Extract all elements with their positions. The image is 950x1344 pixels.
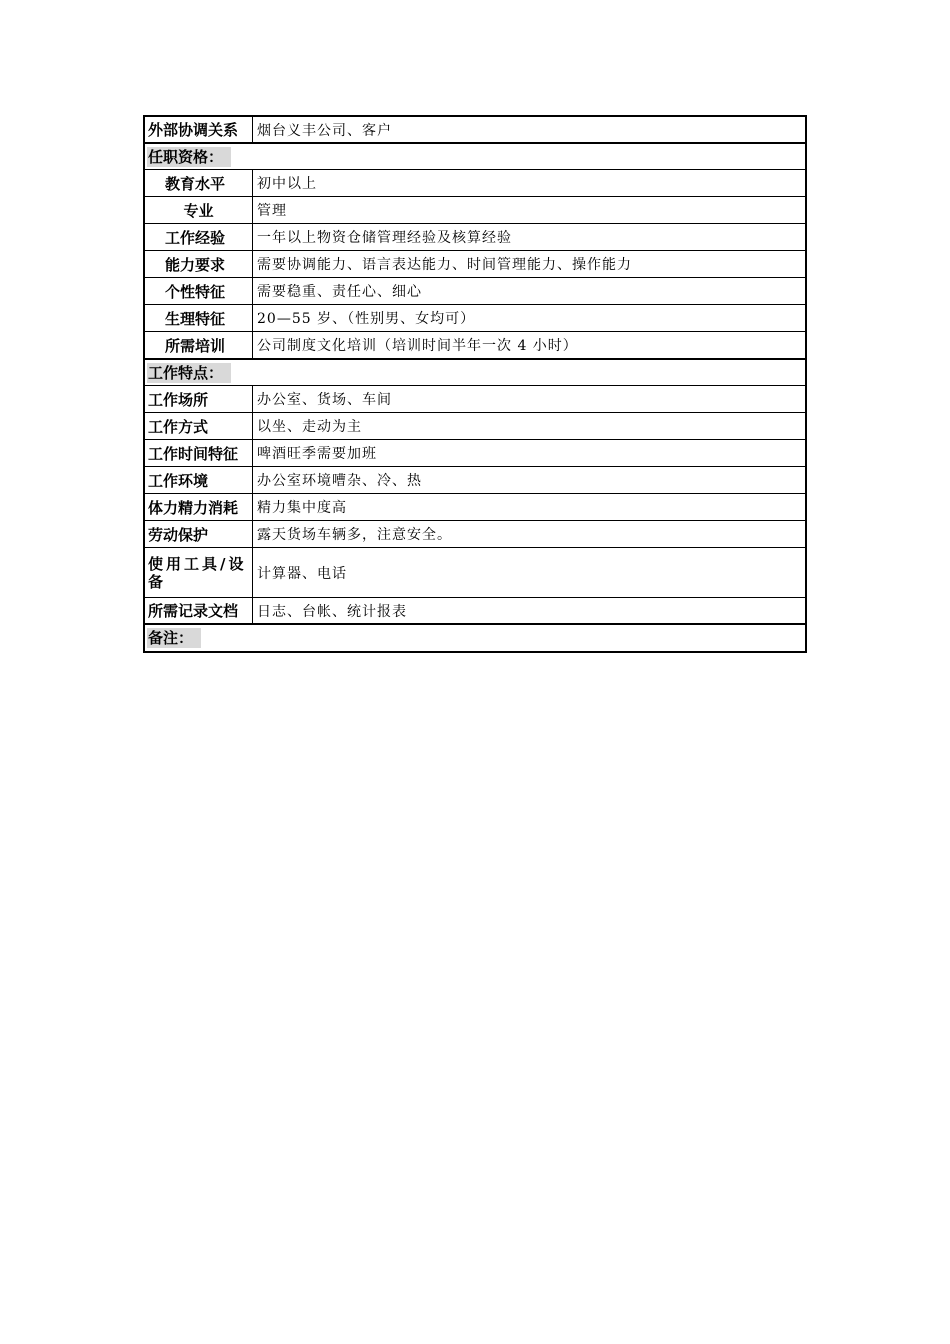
work-features-title: 工作特点：: [147, 363, 231, 383]
table-row: [145, 224, 805, 251]
personality-value: 需要稳重、责任心、细心: [257, 284, 422, 300]
table-row: [145, 548, 805, 598]
qualifications-header: [145, 144, 805, 170]
ability-value: 需要协调能力、语言表达能力、时间管理能力、操作能力: [257, 257, 632, 273]
education-label: 教育水平: [145, 170, 253, 196]
training-value: 公司制度文化培训（培训时间半年一次 4 小时）: [257, 338, 578, 354]
work-mode-label: 工作方式: [145, 413, 253, 439]
physical-label: 生理特征: [145, 305, 253, 331]
effort-value: 精力集中度高: [257, 500, 347, 516]
education-value: 初中以上: [257, 176, 317, 192]
job-description-table: [143, 115, 807, 653]
ability-label: 能力要求: [145, 251, 253, 277]
records-value: 日志、台帐、统计报表: [257, 603, 407, 620]
major-label: 专业: [145, 197, 253, 223]
table-row: [145, 598, 805, 625]
protection-label: 劳动保护: [145, 521, 253, 547]
table-row: [145, 494, 805, 521]
tools-label: 使用工具/设备: [145, 548, 253, 597]
notes-header: [145, 625, 805, 651]
table-row: [145, 197, 805, 224]
work-mode-value: 以坐、走动为主: [257, 419, 362, 435]
experience-label: 工作经验: [145, 224, 253, 250]
table-row: [145, 521, 805, 548]
experience-value: 一年以上物资仓储管理经验及核算经验: [257, 230, 512, 246]
table-row: [145, 278, 805, 305]
environment-label: 工作环境: [145, 467, 253, 493]
table-row: [145, 440, 805, 467]
external-relations-row: [145, 117, 805, 144]
records-label: 所需记录文档: [145, 598, 253, 623]
table-row: [145, 251, 805, 278]
major-value: 管理: [257, 203, 287, 219]
work-time-label: 工作时间特征: [145, 440, 253, 466]
protection-value: 露天货场车辆多，注意安全。: [257, 527, 452, 543]
work-features-header: [145, 360, 805, 386]
effort-label: 体力精力消耗: [145, 494, 253, 520]
qualifications-title: 任职资格：: [147, 147, 231, 167]
external-relations-label: 外部协调关系: [145, 117, 253, 142]
environment-value: 办公室环境嘈杂、冷、热: [257, 473, 422, 489]
workplace-value: 办公室、货场、车间: [257, 392, 392, 408]
tools-value: 计算器、电话: [257, 565, 347, 582]
table-row: [145, 386, 805, 413]
table-row: [145, 413, 805, 440]
training-label: 所需培训: [145, 332, 253, 358]
table-row: [145, 467, 805, 494]
personality-label: 个性特征: [145, 278, 253, 304]
table-row: [145, 305, 805, 332]
table-row: [145, 170, 805, 197]
work-time-value: 啤酒旺季需要加班: [257, 446, 377, 462]
workplace-label: 工作场所: [145, 386, 253, 412]
table-row: [145, 332, 805, 360]
external-relations-value: 烟台义丰公司、客户: [257, 122, 392, 139]
notes-title: 备注：: [147, 628, 201, 648]
physical-value: 20—55 岁、（性别男、女均可）: [257, 311, 476, 327]
